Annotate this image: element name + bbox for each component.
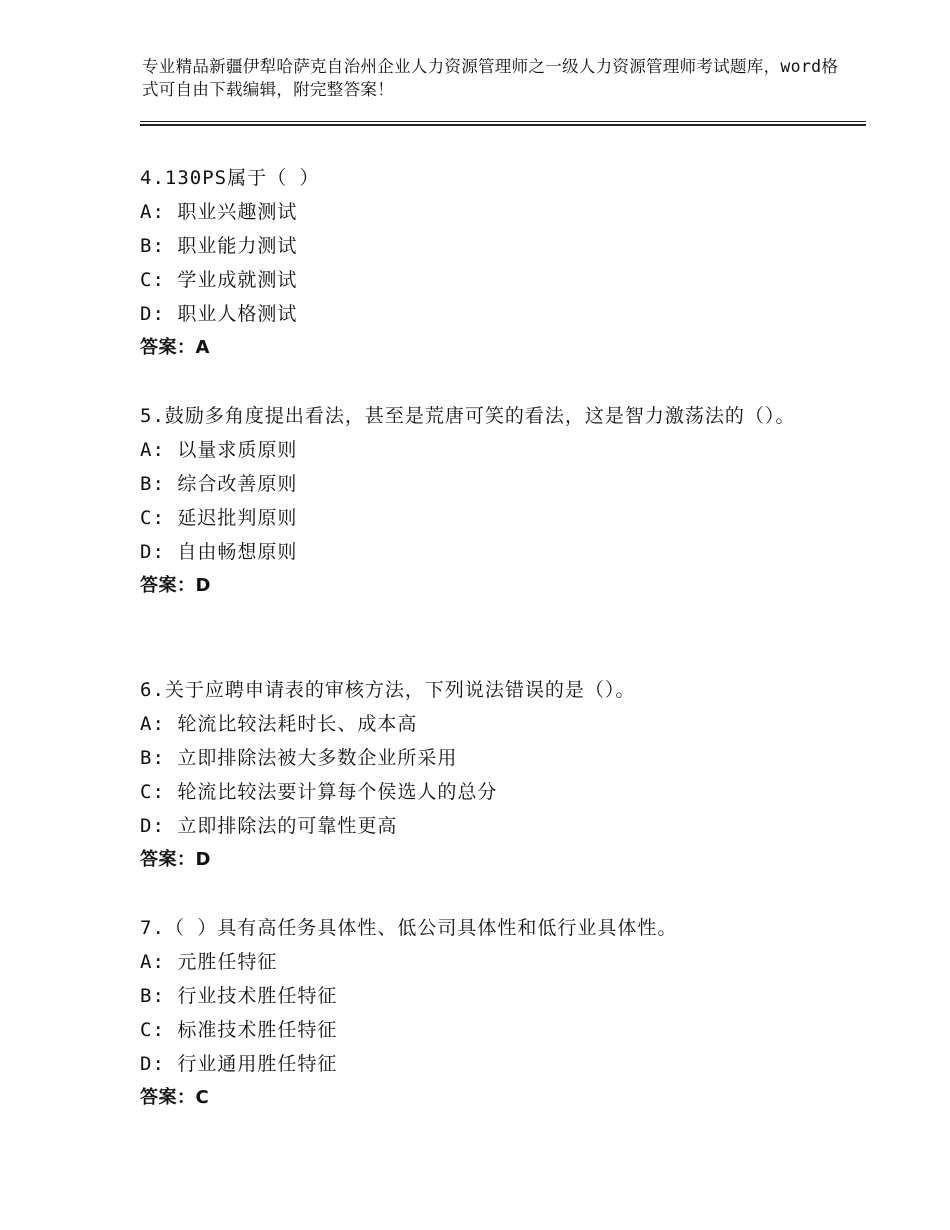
option-b: B: 行业技术胜任特征 — [140, 985, 338, 1007]
question-stem: 5.鼓励多角度提出看法，甚至是荒唐可笑的看法，这是智力激荡法的（）。 — [140, 405, 796, 427]
option-d: D: 立即排除法的可靠性更高 — [140, 815, 398, 837]
question-4 — [140, 161, 840, 365]
option-a: A: 轮流比较法耗时长、成本高 — [140, 713, 418, 735]
question-stem: 4.130PS属于（ ） — [140, 167, 320, 189]
question-5 — [140, 399, 840, 603]
option-b: B: 立即排除法被大多数企业所采用 — [140, 747, 458, 769]
question-6 — [140, 673, 840, 877]
question-stem: 7.（ ）具有高任务具体性、低公司具体性和低行业具体性。 — [140, 917, 678, 939]
option-d: D: 行业通用胜任特征 — [140, 1053, 338, 1075]
answer-label: 答案：D — [140, 575, 211, 596]
header-rule-bottom — [140, 124, 866, 126]
option-a: A: 元胜任特征 — [140, 951, 278, 973]
question-stem: 6.关于应聘申请表的审核方法，下列说法错误的是（）。 — [140, 679, 636, 701]
option-a: A: 以量求质原则 — [140, 439, 298, 461]
answer-label: 答案：C — [140, 1087, 210, 1108]
option-c: C: 延迟批判原则 — [140, 507, 298, 529]
option-d: D: 自由畅想原则 — [140, 541, 298, 563]
option-b: B: 综合改善原则 — [140, 473, 298, 495]
option-a: A: 职业兴趣测试 — [140, 201, 298, 223]
option-d: D: 职业人格测试 — [140, 303, 298, 325]
answer-label: 答案：A — [140, 337, 210, 358]
option-c: C: 轮流比较法要计算每个侯选人的总分 — [140, 781, 498, 803]
option-c: C: 标准技术胜任特征 — [140, 1019, 338, 1041]
header-rule-top — [140, 121, 866, 122]
option-b: B: 职业能力测试 — [140, 235, 298, 257]
answer-label: 答案：D — [140, 849, 211, 870]
document-header: 专业精品新疆伊犁哈萨克自治州企业人力资源管理师之一级人力资源管理师考试题库，word格式可自由下载编辑，附完整答案！ — [142, 57, 839, 99]
question-7 — [140, 911, 840, 1115]
option-c: C: 学业成就测试 — [140, 269, 298, 291]
